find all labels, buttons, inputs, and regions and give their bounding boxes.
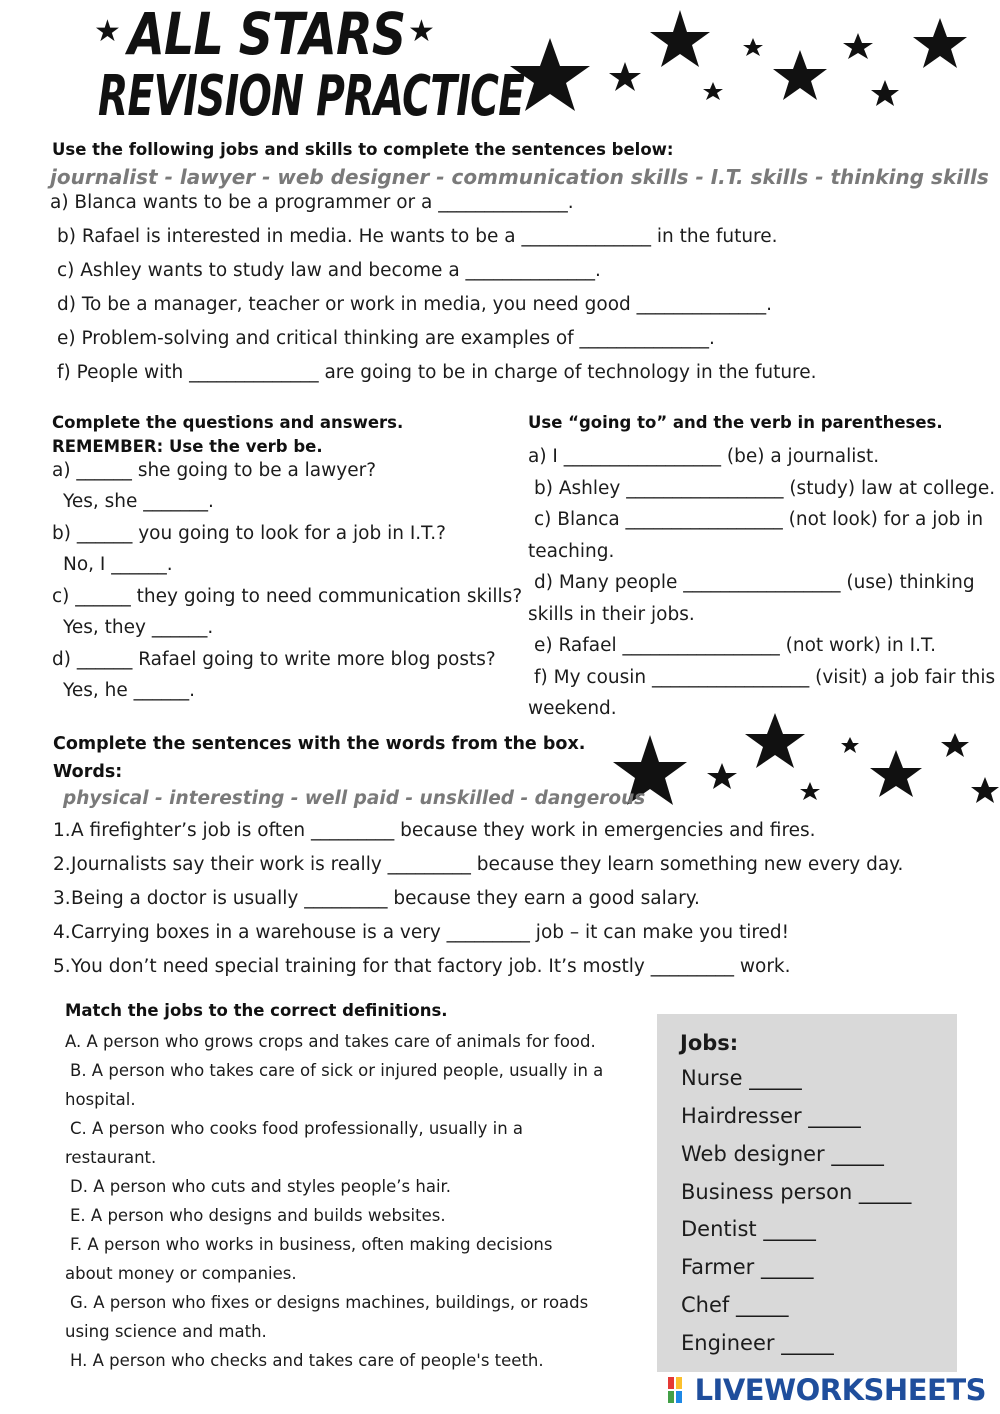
section3-item-d-cont: skills in their jobs. <box>528 604 695 625</box>
title-star-right-icon: ★ <box>408 14 435 49</box>
star-icon <box>743 38 763 56</box>
section1-sentence-d: d) To be a manager, teacher or work in media, you need good ______________. <box>57 294 773 315</box>
star-icon <box>941 733 969 757</box>
definition-g: G. A person who fixes or designs machines, buildings, or roads <box>70 1293 589 1312</box>
definition-f: F. A person who works in business, often making decisions <box>70 1235 553 1254</box>
definition-g-cont: using science and math. <box>65 1322 267 1341</box>
star-icon <box>800 782 820 800</box>
section2-answer-a: Yes, she _______. <box>63 491 214 512</box>
job-farmer: Farmer _____ <box>681 1255 814 1279</box>
star-icon <box>703 82 723 100</box>
section2-question-b: b) ______ you going to look for a job in I.T.? <box>52 523 446 544</box>
star-icon <box>871 80 899 106</box>
star-icon <box>745 713 805 768</box>
sentence-text: Being a doctor is usually _________ because they earn a good salary. <box>71 888 700 909</box>
definition-c: C. A person who cooks food professionally, usually in a <box>70 1119 524 1138</box>
job-hairdresser: Hairdresser _____ <box>681 1104 861 1128</box>
section2-instruction: Complete the questions and answers. <box>52 413 404 432</box>
definition-f-cont: about money or companies. <box>65 1264 297 1283</box>
section4-instruction: Complete the sentences with the words from the box. <box>53 734 586 754</box>
section4-word-list: physical - interesting - well paid - unskilled - dangerous <box>63 788 646 809</box>
section3-item-c: c) Blanca _________________ (not look) for a job in <box>534 509 984 530</box>
job-engineer: Engineer _____ <box>681 1331 834 1355</box>
definition-d: D. A person who cuts and styles people’s hair. <box>70 1177 452 1196</box>
sentence-text: Carrying boxes in a warehouse is a very _________ job – it can make you tired! <box>71 922 790 943</box>
star-icon <box>650 10 710 67</box>
star-icon <box>913 18 967 68</box>
sentence-text: A firefighter’s job is often _________ because they work in emergencies and fires. <box>71 820 816 841</box>
section4-sentence-3 <box>53 888 700 909</box>
definition-a: A. A person who grows crops and takes care of animals for food. <box>65 1032 596 1051</box>
section2-answer-c: Yes, they ______. <box>63 617 214 638</box>
sentence-number: 4. <box>53 922 71 943</box>
logo-block <box>668 1377 674 1389</box>
liveworksheets-logo-text: LIVEWORKSHEETS <box>694 1373 986 1407</box>
section1-sentence-c: c) Ashley wants to study law and become a ______________. <box>57 260 601 281</box>
section3-item-d: d) Many people _________________ (use) thinking <box>534 572 975 593</box>
section1-instruction: Use the following jobs and skills to complete the sentences below: <box>52 140 674 159</box>
section3-item-f: f) My cousin _________________ (visit) a job fair this <box>534 667 996 688</box>
star-icon <box>870 750 922 797</box>
job-web-designer: Web designer _____ <box>681 1142 884 1166</box>
section4-sentence-1 <box>53 820 816 841</box>
section3-instruction: Use “going to” and the verb in parentheses. <box>528 413 943 432</box>
section4-sentence-5 <box>53 956 791 977</box>
liveworksheets-logo-icon <box>668 1377 692 1403</box>
section2-question-a: a) ______ she going to be a lawyer? <box>52 460 377 481</box>
jobs-title: Jobs: <box>680 1031 739 1055</box>
section1-sentence-a: a) Blanca wants to be a programmer or a ______________. <box>50 192 574 213</box>
job-dentist: Dentist _____ <box>681 1217 816 1241</box>
sentence-number: 3. <box>53 888 71 909</box>
jobs-box <box>657 1014 957 1372</box>
logo-block <box>676 1377 682 1389</box>
star-icon <box>773 50 827 100</box>
star-icon <box>510 38 590 111</box>
section2-question-d: d) ______ Rafael going to write more blog posts? <box>52 649 496 670</box>
star-icon <box>843 33 873 59</box>
star-icon <box>841 737 859 753</box>
section2-answer-d: Yes, he ______. <box>63 680 195 701</box>
star-icon <box>609 62 641 91</box>
section5-instruction: Match the jobs to the correct definitions. <box>65 1001 448 1020</box>
logo-block <box>676 1391 682 1403</box>
worksheet-title: ALL STARS <box>128 0 406 68</box>
job-chef: Chef _____ <box>681 1293 789 1317</box>
definition-b: B. A person who takes care of sick or injured people, usually in a <box>70 1061 604 1080</box>
section4-sentence-4 <box>53 922 789 943</box>
sentence-text: You don’t need special training for that factory job. It’s mostly _________ work. <box>71 956 791 977</box>
star-icon <box>971 777 999 803</box>
section4-sentence-2 <box>53 854 903 875</box>
liveworksheets-logo <box>668 1373 986 1407</box>
decorative-stars-middle <box>600 705 1000 815</box>
definition-h: H. A person who checks and takes care of people's teeth. <box>70 1351 544 1370</box>
section1-word-list: journalist - lawyer - web designer - communication skills - I.T. skills - thinking skills <box>50 165 989 189</box>
section4-words-label: Words: <box>53 762 123 782</box>
section3-item-b: b) Ashley _________________ (study) law at college. <box>534 478 996 499</box>
logo-block <box>668 1391 674 1403</box>
sentence-number: 1. <box>53 820 71 841</box>
definition-e: E. A person who designs and builds websites. <box>70 1206 446 1225</box>
worksheet-subtitle: REVISION PRACTICE <box>98 64 525 129</box>
section3-item-f-cont: weekend. <box>528 698 617 719</box>
definition-c-cont: restaurant. <box>65 1148 157 1167</box>
job-nurse: Nurse _____ <box>681 1066 802 1090</box>
section1-sentence-b: b) Rafael is interested in media. He wants to be a ______________ in the future. <box>57 226 778 247</box>
sentence-number: 5. <box>53 956 71 977</box>
star-icon <box>707 763 737 789</box>
section1-sentence-e: e) Problem-solving and critical thinking are examples of ______________. <box>57 328 715 349</box>
title-star-left-icon: ★ <box>94 14 121 49</box>
decorative-stars-top <box>500 0 1000 130</box>
section3-item-a: a) I _________________ (be) a journalist. <box>528 446 880 467</box>
section1-sentence-f: f) People with ______________ are going to be in charge of technology in the future. <box>57 362 817 383</box>
job-business-person: Business person _____ <box>681 1180 912 1204</box>
section3-item-e: e) Rafael _________________ (not work) in I.T. <box>534 635 936 656</box>
section2-question-c: c) ______ they going to need communication skills? <box>52 586 523 607</box>
section3-item-c-cont: teaching. <box>528 541 615 562</box>
sentence-text: Journalists say their work is really _________ because they learn something new every day. <box>71 854 904 875</box>
section2-reminder: REMEMBER: Use the verb be. <box>52 437 323 456</box>
sentence-number: 2. <box>53 854 71 875</box>
definition-b-cont: hospital. <box>65 1090 136 1109</box>
section2-answer-b: No, I ______. <box>63 554 173 575</box>
